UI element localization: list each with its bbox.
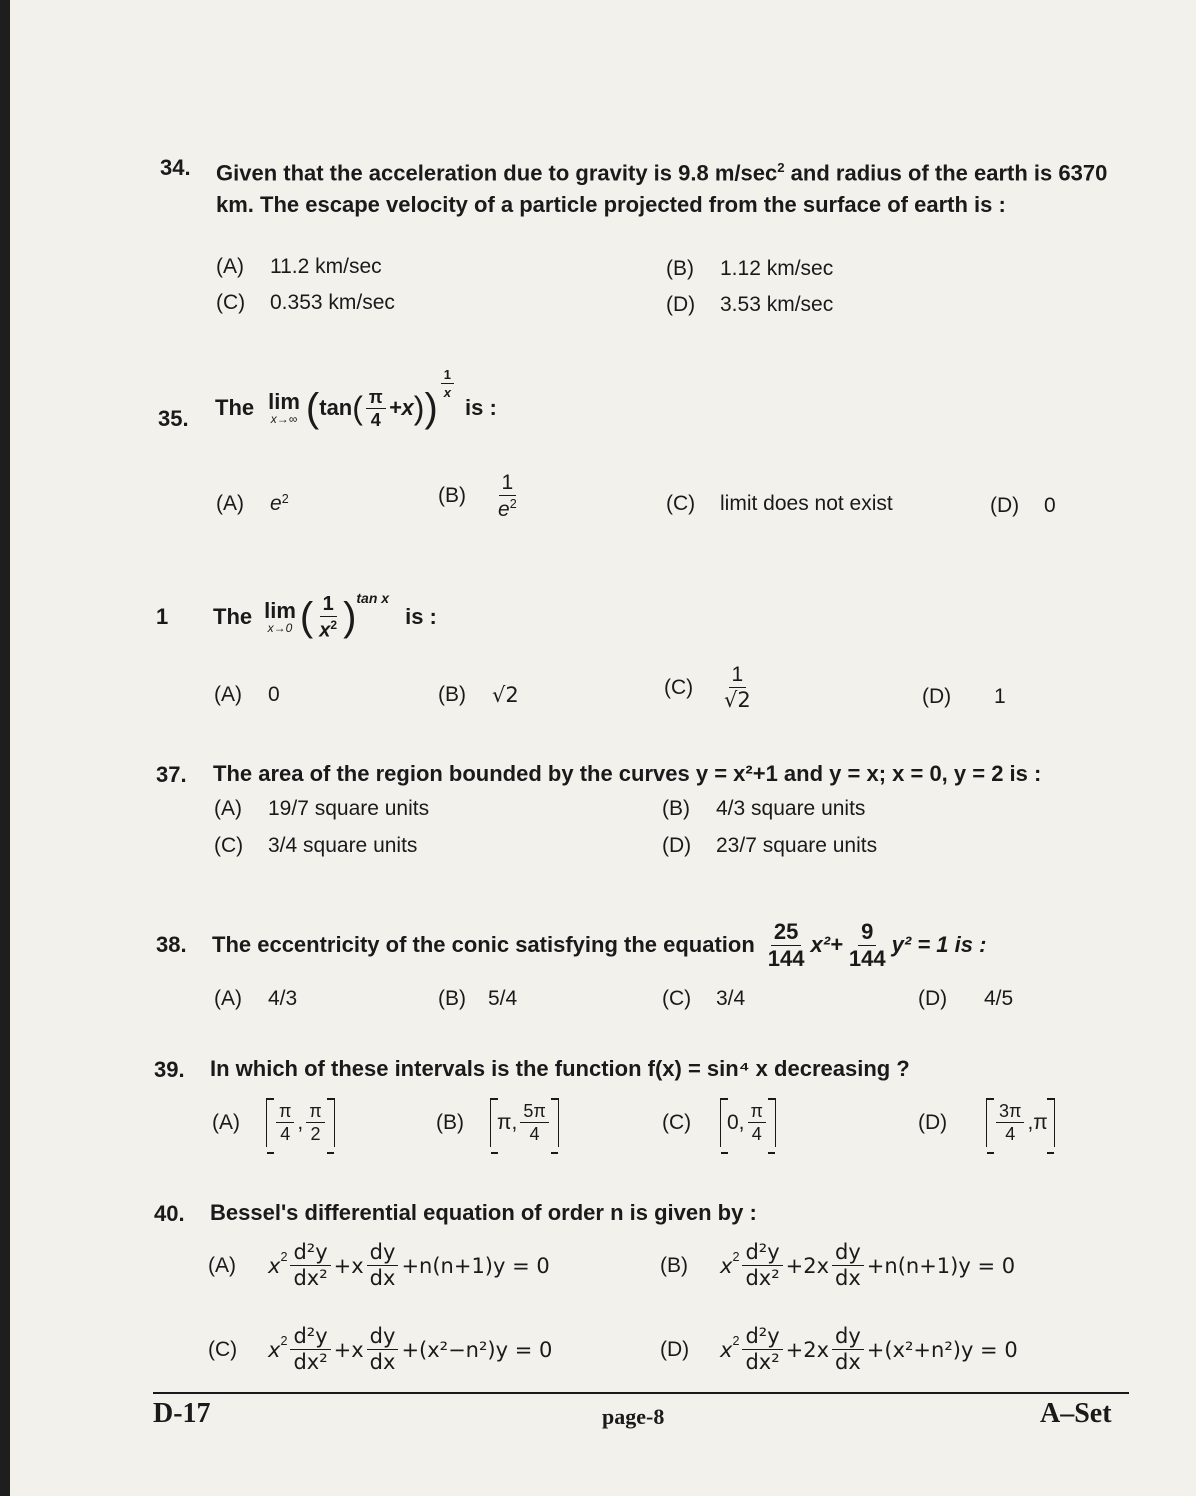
option-a: (A) 11.2 km/sec bbox=[216, 255, 382, 278]
footer-code: D-17 bbox=[153, 1398, 211, 1429]
question-text: Bessel's differential equation of order n is given by : bbox=[210, 1200, 757, 1225]
option-c: (C) 3/4 square units bbox=[214, 834, 418, 857]
option-b: (B) √2 bbox=[438, 683, 519, 707]
option-d: (D) 3.53 km/sec bbox=[666, 293, 834, 316]
question-number: 34. bbox=[160, 155, 191, 180]
option-a: (A) e $^2$ bbox=[216, 492, 289, 515]
option-d: (D) 1 bbox=[922, 685, 1006, 708]
page-number: page-8 bbox=[602, 1404, 665, 1429]
option-c: (C) limit does not exist bbox=[666, 492, 893, 515]
footer-rule bbox=[153, 1392, 1129, 1394]
question-text: The lim x→0 ( $\frac{1}{x^2}$ ) tan x is : bbox=[213, 590, 437, 642]
footer-set: A–Set bbox=[1040, 1398, 1112, 1429]
option-a: (A) 0 bbox=[214, 683, 280, 706]
option-d: (D) $\frac{3\pi}{4}$ ,π bbox=[918, 1098, 1055, 1147]
question-number: 35. bbox=[158, 406, 189, 431]
question-text: The eccentricity of the conic satisfying the equation $\frac{25}{144}$ x²+ $\frac{9}{144}$ y² = 1 is : bbox=[212, 918, 987, 971]
option-b: (B) 5/4 bbox=[438, 987, 518, 1010]
option-b: (B) π, $\frac{5\pi}{4}$ bbox=[436, 1098, 559, 1147]
option-c: (C) 0.353 km/sec bbox=[216, 291, 395, 314]
option-d: (D) 4/5 bbox=[918, 987, 1014, 1010]
option-b: (B) $\frac{1}{e^2}$ bbox=[438, 471, 517, 521]
question-number: 37. bbox=[156, 762, 187, 787]
option-a: (A) 19/7 square units bbox=[214, 797, 430, 820]
option-c: (C) $\frac{1}{√2}$ bbox=[664, 663, 751, 712]
option-d: (D) x $^2$ $\frac{\text{d²y}}{\text{dx²}}$ +2x $\frac{dy}{dx}$ +(x²+n²)y = 0 bbox=[660, 1324, 1018, 1374]
option-d: (D) 0 bbox=[990, 494, 1056, 517]
option-b: (B) x $^2$ $\frac{\text{d²y}}{\text{dx²}}$ +2x $\frac{dy}{dx}$ +n(n+1)y = 0 bbox=[660, 1240, 1016, 1290]
question-text: The lim x→∞ ( tan ( $\frac{\pi}{4}$ +x ) ) $\frac{1}{x}$ is : bbox=[215, 367, 497, 430]
option-b: (B) 4/3 square units bbox=[662, 797, 866, 820]
question-text: Given that the acceleration due to gravity is 9.8 $m/\sec^2$ and radius of the earth is 6370 km. The escape velocity of a particle projected from the surface of earth is : bbox=[216, 160, 1108, 218]
option-c: (C) x $^2$ $\frac{\text{d²y}}{\text{dx²}}$ +x $\frac{dy}{dx}$ +(x²−n²)y = 0 bbox=[208, 1324, 553, 1374]
question-number: 38. bbox=[156, 932, 187, 957]
question-text: The area of the region bounded by the curves y = x²+1 and y = x; x = 0, y = 2 is : bbox=[213, 761, 1042, 786]
question-text: In which of these intervals is the function f(x) = sin⁴ x decreasing ? bbox=[210, 1056, 910, 1081]
option-d: (D) 23/7 square units bbox=[662, 834, 878, 857]
option-a: (A) $\frac{\pi}{4}$ , $\frac{\pi}{2}$ bbox=[212, 1098, 335, 1147]
option-b: (B) 1.12 km/sec bbox=[666, 257, 834, 280]
question-number: 1 bbox=[156, 604, 169, 629]
question-number: 39. bbox=[154, 1057, 185, 1082]
option-c: (C) 3/4 bbox=[662, 987, 746, 1010]
option-a: (A) x $^2$ $\frac{\text{d²y}}{\text{dx²}}$ +x $\frac{dy}{dx}$ +n(n+1)y = 0 bbox=[208, 1240, 550, 1290]
question-number: 40. bbox=[154, 1201, 185, 1226]
option-a: (A) 4/3 bbox=[214, 987, 298, 1010]
option-c: (C) 0, $\frac{\pi}{4}$ bbox=[662, 1098, 776, 1147]
